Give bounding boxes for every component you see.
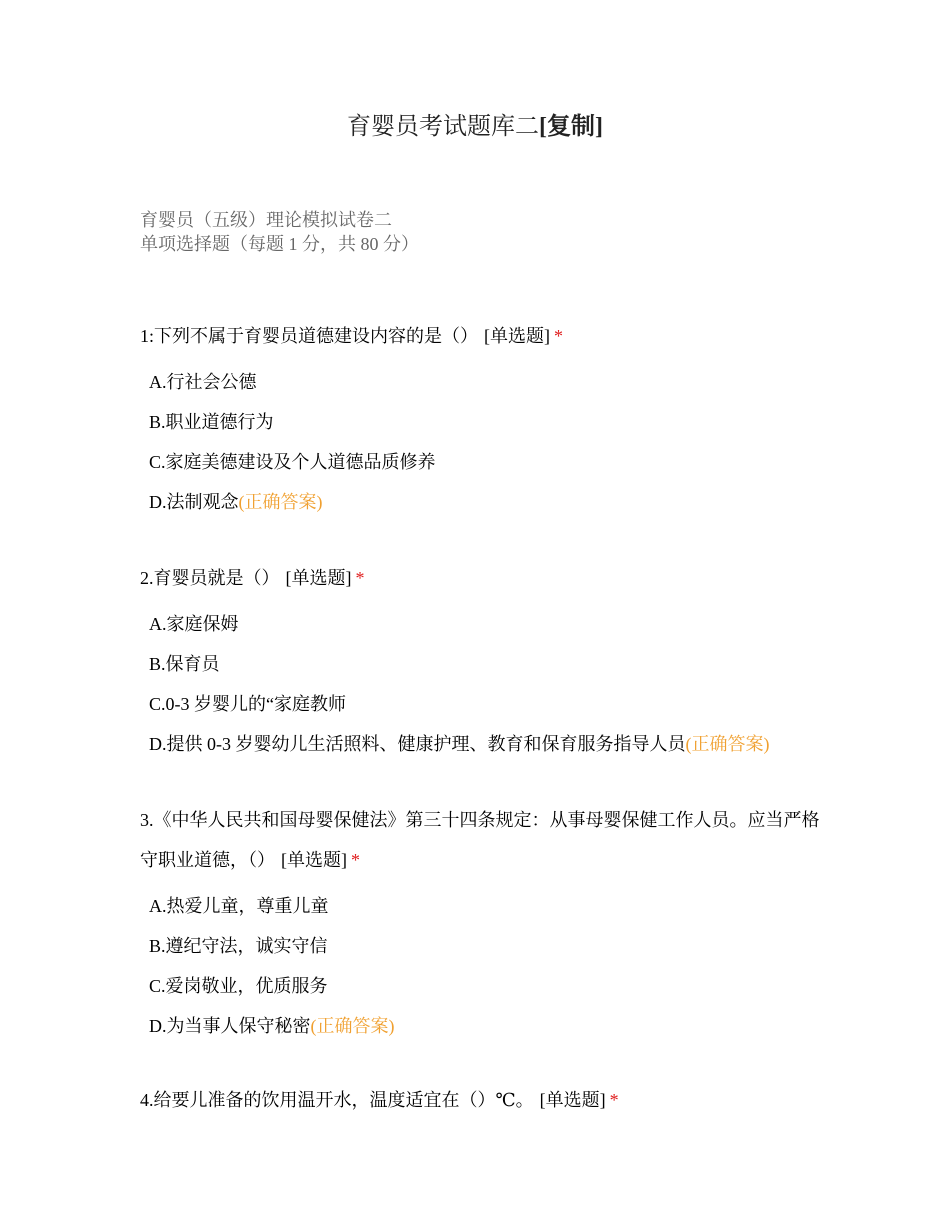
option-b[interactable]: B.保育员 [149, 654, 220, 674]
required-marker: * [554, 326, 563, 346]
correct-answer-label: (正确答案) [685, 734, 770, 754]
question-stem: 2.育婴员就是（） [单选题] * [140, 568, 365, 588]
question-2 [140, 558, 820, 764]
page-title [0, 112, 950, 142]
option-d[interactable]: D.法制观念(正确答案) [149, 492, 323, 512]
option-b[interactable]: B.遵纪守法，诚实守信 [149, 936, 328, 956]
option-a[interactable]: A.行社会公德 [149, 372, 257, 392]
option-c[interactable]: C.爱岗敬业，优质服务 [149, 976, 328, 996]
option-c[interactable]: C.家庭美德建设及个人道德品质修养 [149, 452, 436, 472]
option-list [140, 362, 820, 522]
required-marker: * [355, 568, 365, 588]
option-b[interactable]: B.职业道德行为 [149, 412, 274, 432]
title-suffix: [复制] [539, 114, 603, 140]
question-stem: 1:下列不属于育婴员道德建设内容的是（） [单选题] * [140, 326, 563, 346]
question-type-label: [单选题] [484, 326, 550, 346]
required-marker: * [609, 1090, 619, 1110]
option-d[interactable]: D.为当事人保守秘密(正确答案) [149, 1016, 395, 1036]
question-3 [140, 800, 820, 1046]
question-4 [140, 1080, 820, 1120]
question-type-label: [单选题] [285, 568, 352, 588]
required-marker: * [351, 850, 360, 870]
title-main: 育婴员考试题库二 [347, 114, 539, 140]
correct-answer-label: (正确答案) [310, 1016, 395, 1036]
description-line-1: 育婴员（五级）理论模拟试卷二 [140, 210, 392, 230]
option-a[interactable]: A.热爱儿童，尊重儿童 [149, 896, 329, 916]
description-line-2: 单项选择题（每题 1 分，共 80 分） [140, 234, 419, 254]
option-list [140, 886, 820, 1046]
option-d[interactable]: D.提供 0-3 岁婴幼儿生活照料、健康护理、教育和保育服务指导人员(正确答案) [149, 734, 770, 754]
question-stem: 3.《中华人民共和国母婴保健法》第三十四条规定：从事母婴保健工作人员。应当严格守职业道德，（） [单选题] * [140, 810, 820, 870]
question-stem: 4.给要儿准备的饮用温开水，温度适宜在（）℃。 [单选题] * [140, 1090, 619, 1110]
correct-answer-label: (正确答案) [238, 492, 323, 512]
question-type-label: [单选题] [539, 1090, 606, 1110]
option-c[interactable]: C.0-3 岁婴儿的“家庭教师 [149, 694, 346, 714]
question-type-label: [单选题] [281, 850, 347, 870]
option-a[interactable]: A.家庭保姆 [149, 614, 239, 634]
survey-description [140, 208, 419, 256]
question-1 [140, 316, 820, 522]
option-list [140, 604, 820, 764]
